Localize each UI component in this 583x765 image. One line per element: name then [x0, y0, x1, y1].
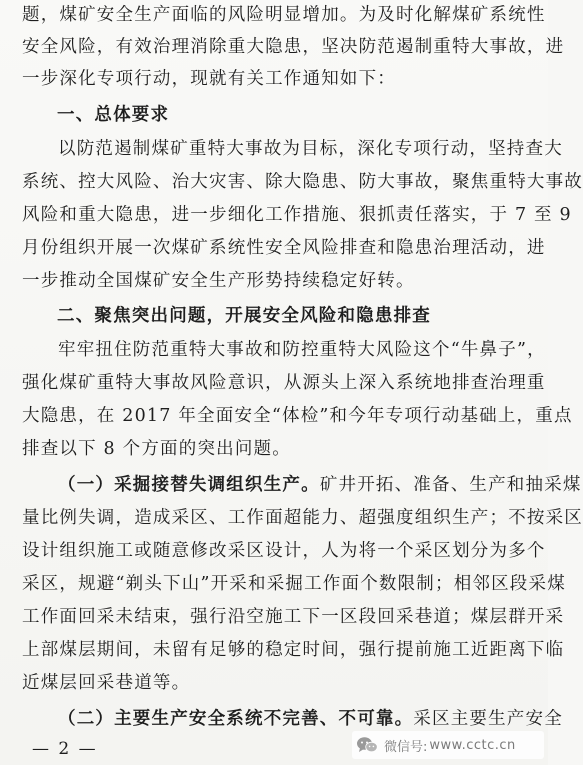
paragraph-line: 月份组织开展一次煤矿系统性安全风险排查和隐患治理活动，进: [22, 238, 546, 258]
paragraph-line: 强化煤矿重特大事故风险意识，从源头上深入系统地排查治理重: [22, 373, 546, 393]
paragraph-line: 工作面回采未结束，强行沿空施工下一区段回采巷道；煤层群开采: [22, 607, 565, 627]
wechat-watermark: [352, 731, 544, 759]
paragraph-line: 一步推动全国煤矿安全生产形势持续稳定好转。: [22, 271, 415, 291]
watermark-id: www.cctc.cn: [429, 737, 516, 753]
paragraph-line: 排查以下 8 个方面的突出问题。: [22, 439, 291, 459]
paragraph-line: 采区主要生产安全: [413, 709, 563, 729]
paragraph-line: 一步深化专项行动，现就有关工作通知如下：: [22, 69, 396, 89]
paragraph-line: 上部煤层期间，未留有足够的稳定时间，强行提前施工近距离下临: [22, 640, 565, 660]
subsection-line-2: [0, 708, 563, 730]
paragraph-line: 安全风险，有效治理消除重大隐患，坚决防范遏制重特大事故，进: [22, 37, 565, 57]
paragraph-line: 题，煤矿安全生产面临的风险明显增加。为及时化解煤矿系统性: [22, 5, 546, 25]
subsection-heading-1: （一）采掘接替失调组织生产。: [58, 475, 320, 495]
section-heading-2: 二、聚焦突出问题，开展安全风险和隐患排查: [57, 306, 431, 326]
paragraph-line: 风险和重大隐患，进一步细化工作措施、狠抓责任落实，于 7 至 9: [22, 205, 572, 225]
paragraph-line: 矿井开拓、准备、生产和抽采煤: [319, 475, 582, 495]
paragraph-line: 牢牢扭住防范重特大事故和防控重特大风险这个“牛鼻子”，: [58, 340, 546, 360]
paragraph-line: 近煤层回采巷道等。: [22, 673, 191, 693]
paragraph-line: 系统、控大风险、治大灾害、除大隐患、防大事故，聚焦重特大事故: [22, 172, 583, 192]
section-heading-1: 一、总体要求: [57, 105, 170, 125]
subsection-heading-2: （二）主要生产安全系统不完善、不可靠。: [58, 709, 414, 729]
page-number: — 2 —: [32, 739, 98, 759]
paragraph-line: 设计组织施工或随意修改采区设计，人为将一个采区划分为多个: [22, 541, 546, 561]
watermark-label: 微信号:: [384, 739, 428, 755]
wechat-icon: [356, 736, 378, 754]
paragraph-line: 采区，规避“剃头下山”开采和采掘工作面个数限制；相邻区段采煤: [22, 574, 566, 594]
paragraph-line: 量比例失调，造成采区、工作面超能力、超强度组织生产；不按采区: [22, 508, 583, 528]
paragraph-line: 大隐患，在 2017 年全面安全“体检”和今年专项行动基础上，重点: [22, 406, 573, 426]
paragraph-line: 以防范遏制煤矿重特大事故为目标，深化专项行动，坚持查大: [58, 139, 563, 159]
subsection-line-1: [0, 474, 582, 496]
